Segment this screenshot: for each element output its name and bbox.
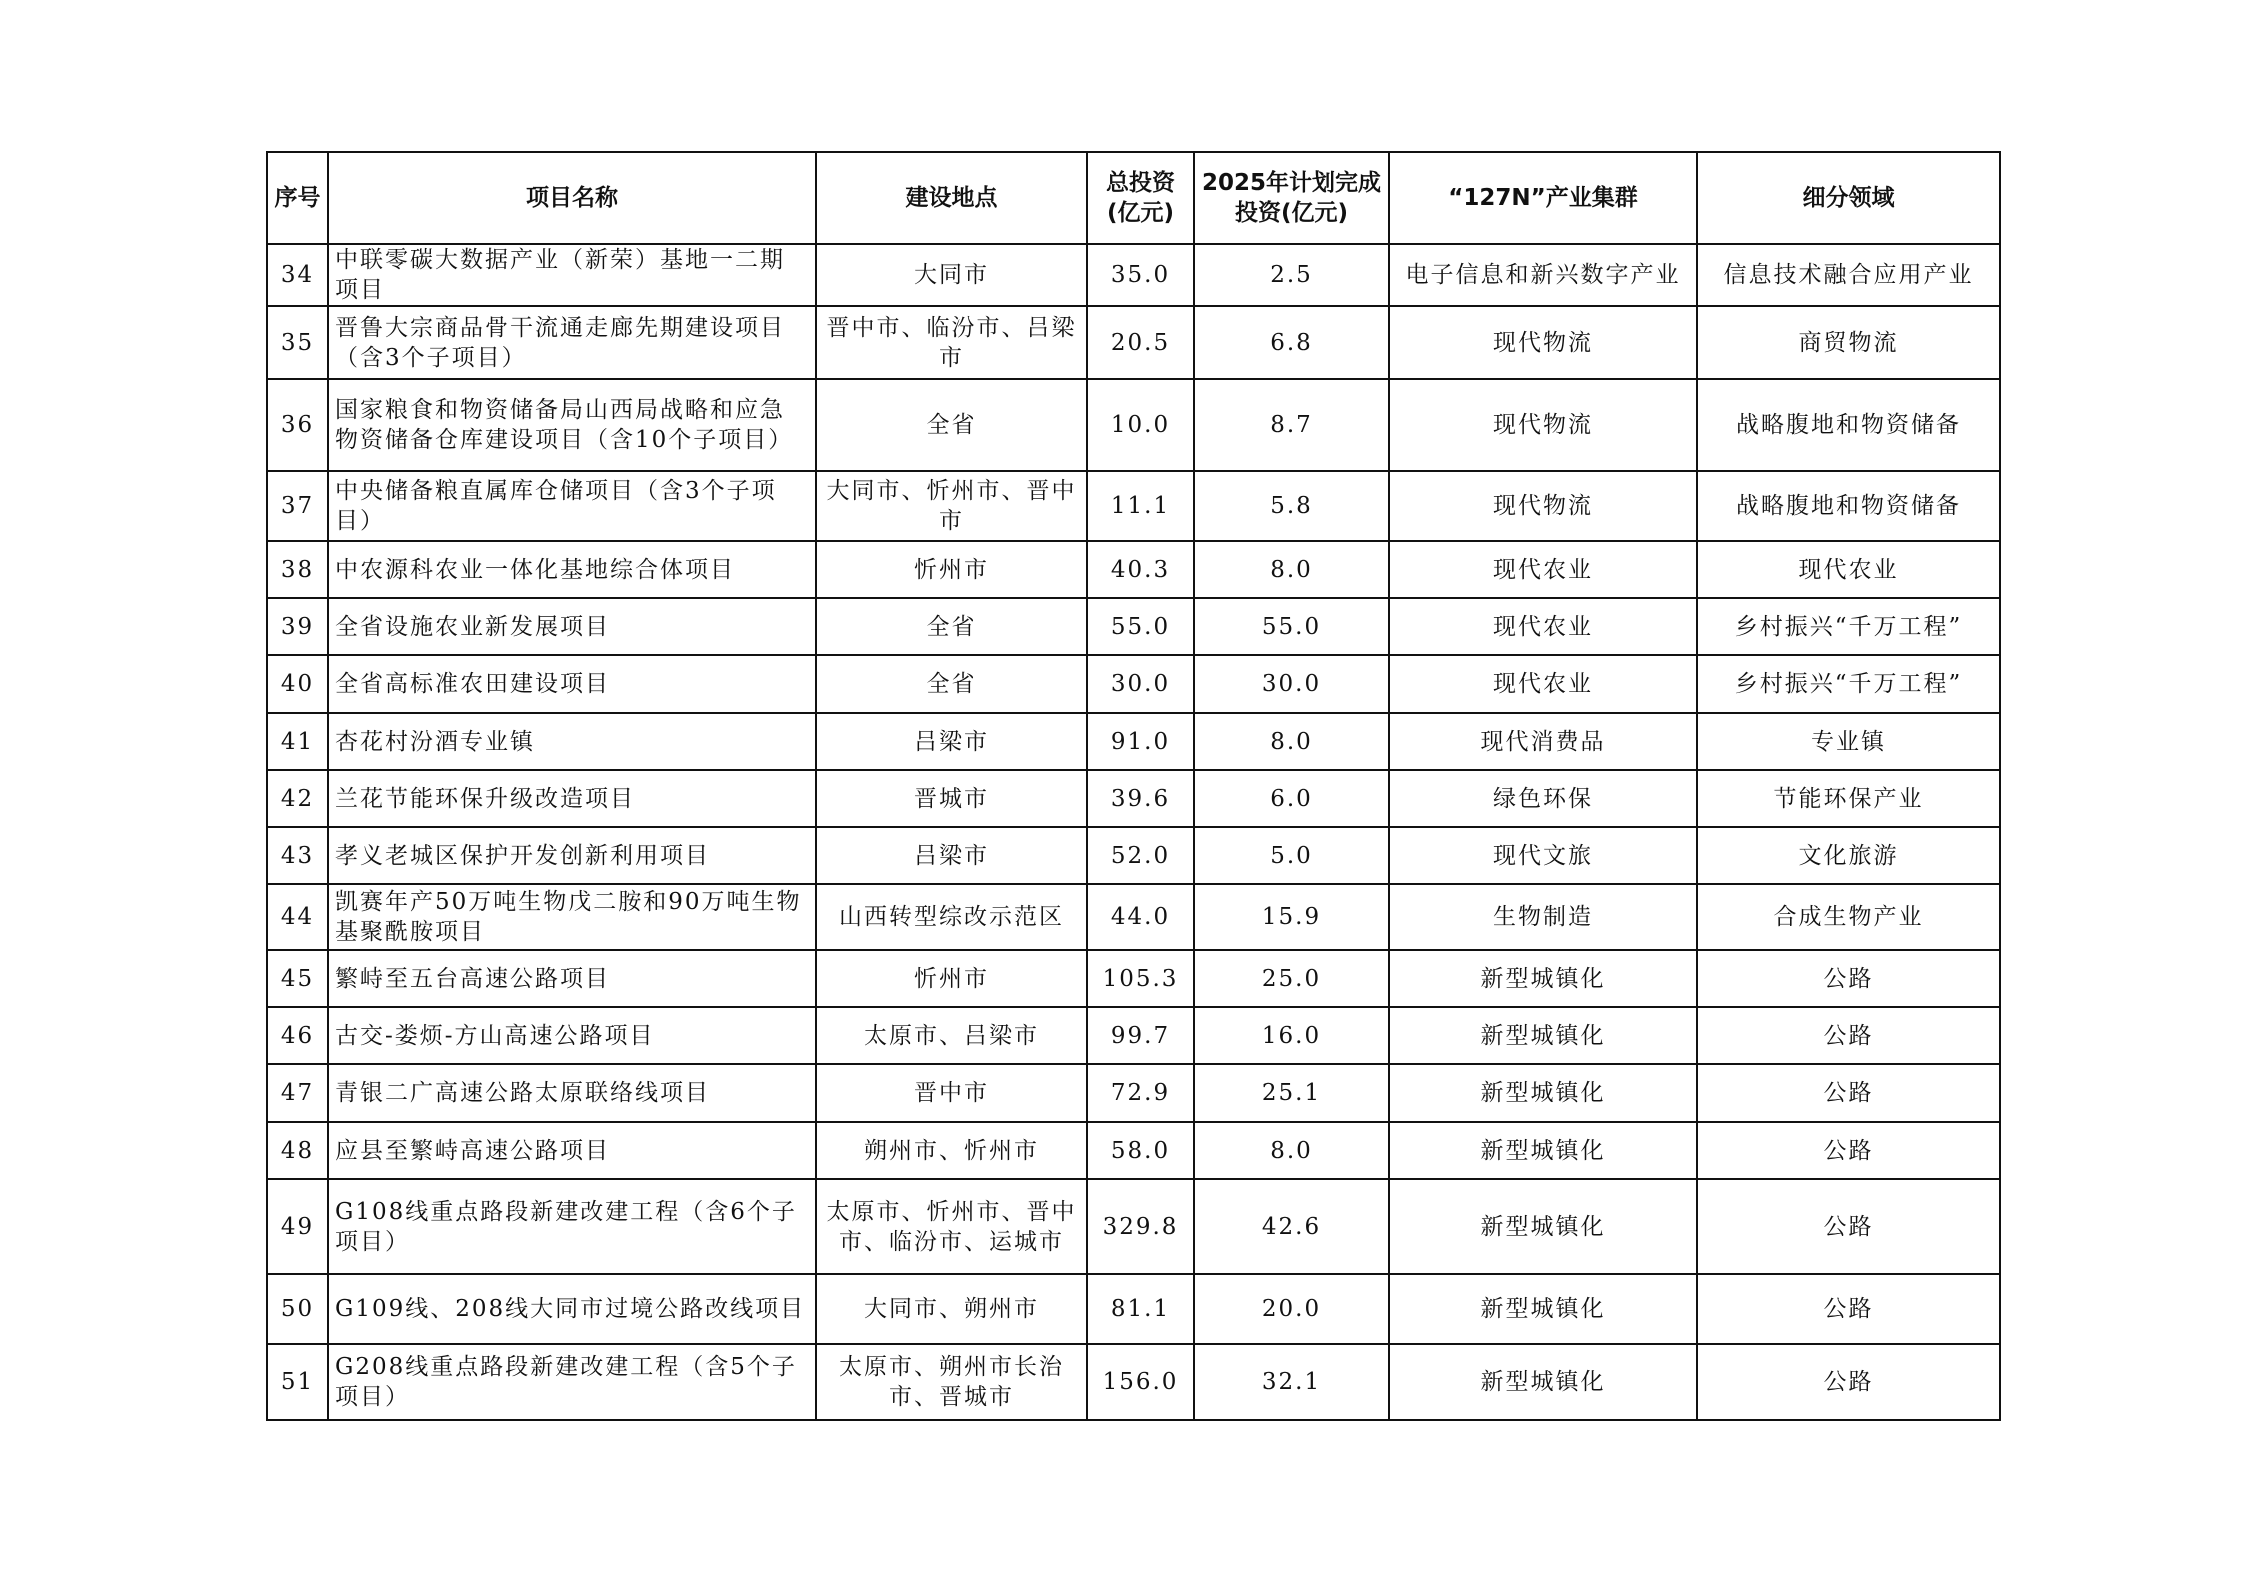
cell-cluster: 新型城镇化 xyxy=(1389,1007,1697,1064)
cell-no: 44 xyxy=(267,884,328,950)
cell-total: 40.3 xyxy=(1087,541,1194,598)
cell-no: 39 xyxy=(267,598,328,655)
cell-cluster: 新型城镇化 xyxy=(1389,1064,1697,1122)
cell-total: 44.0 xyxy=(1087,884,1194,950)
cell-location: 晋中市、临汾市、吕梁市 xyxy=(816,306,1087,379)
cell-name: 全省高标准农田建设项目 xyxy=(328,655,816,713)
cell-no: 43 xyxy=(267,827,328,884)
cell-total: 11.1 xyxy=(1087,471,1194,541)
cell-plan: 30.0 xyxy=(1194,655,1389,713)
table-row xyxy=(267,950,2000,1007)
cell-name: G109线、208线大同市过境公路改线项目 xyxy=(328,1274,816,1344)
cell-cluster: 新型城镇化 xyxy=(1389,1179,1697,1274)
cell-no: 49 xyxy=(267,1179,328,1274)
cell-cluster: 现代物流 xyxy=(1389,379,1697,471)
cell-plan: 5.8 xyxy=(1194,471,1389,541)
cell-plan: 5.0 xyxy=(1194,827,1389,884)
cell-cluster: 现代物流 xyxy=(1389,471,1697,541)
cell-location: 吕梁市 xyxy=(816,827,1087,884)
cell-total: 20.5 xyxy=(1087,306,1194,379)
cell-field: 公路 xyxy=(1697,950,2000,1007)
table-row xyxy=(267,1122,2000,1179)
cell-location: 大同市、忻州市、晋中市 xyxy=(816,471,1087,541)
cell-field: 商贸物流 xyxy=(1697,306,2000,379)
cell-total: 91.0 xyxy=(1087,713,1194,770)
cell-name: G208线重点路段新建改建工程（含5个子项目） xyxy=(328,1344,816,1420)
table-row xyxy=(267,1274,2000,1344)
cell-plan: 8.7 xyxy=(1194,379,1389,471)
cell-field: 公路 xyxy=(1697,1064,2000,1122)
cell-total: 52.0 xyxy=(1087,827,1194,884)
cell-location: 太原市、朔州市长治市、晋城市 xyxy=(816,1344,1087,1420)
cell-name: 凯赛年产50万吨生物戊二胺和90万吨生物基聚酰胺项目 xyxy=(328,884,816,950)
cell-no: 50 xyxy=(267,1274,328,1344)
cell-name: 全省设施农业新发展项目 xyxy=(328,598,816,655)
cell-no: 47 xyxy=(267,1064,328,1122)
cell-cluster: 新型城镇化 xyxy=(1389,1344,1697,1420)
cell-location: 全省 xyxy=(816,379,1087,471)
table-row xyxy=(267,655,2000,713)
table-row xyxy=(267,244,2000,306)
cell-name: 古交-娄烦-方山高速公路项目 xyxy=(328,1007,816,1064)
cell-field: 公路 xyxy=(1697,1344,2000,1420)
cell-plan: 16.0 xyxy=(1194,1007,1389,1064)
table-row xyxy=(267,541,2000,598)
cell-name: 国家粮食和物资储备局山西局战略和应急物资储备仓库建设项目（含10个子项目） xyxy=(328,379,816,471)
cell-cluster: 新型城镇化 xyxy=(1389,950,1697,1007)
cell-cluster: 现代文旅 xyxy=(1389,827,1697,884)
cell-plan: 15.9 xyxy=(1194,884,1389,950)
cell-cluster: 现代农业 xyxy=(1389,598,1697,655)
cell-plan: 6.8 xyxy=(1194,306,1389,379)
cell-plan: 8.0 xyxy=(1194,541,1389,598)
table-row xyxy=(267,471,2000,541)
cell-plan: 8.0 xyxy=(1194,713,1389,770)
cell-no: 40 xyxy=(267,655,328,713)
cell-field: 公路 xyxy=(1697,1179,2000,1274)
table-body xyxy=(267,244,2000,1420)
cell-name: 孝义老城区保护开发创新利用项目 xyxy=(328,827,816,884)
cell-field: 合成生物产业 xyxy=(1697,884,2000,950)
cell-location: 忻州市 xyxy=(816,950,1087,1007)
cell-no: 34 xyxy=(267,244,328,306)
cell-cluster: 绿色环保 xyxy=(1389,770,1697,827)
table-row xyxy=(267,1007,2000,1064)
cell-name: 中农源科农业一体化基地综合体项目 xyxy=(328,541,816,598)
cell-total: 105.3 xyxy=(1087,950,1194,1007)
cell-field: 公路 xyxy=(1697,1007,2000,1064)
cell-name: G108线重点路段新建改建工程（含6个子项目） xyxy=(328,1179,816,1274)
cell-location: 全省 xyxy=(816,655,1087,713)
cell-no: 35 xyxy=(267,306,328,379)
cell-plan: 20.0 xyxy=(1194,1274,1389,1344)
cell-total: 156.0 xyxy=(1087,1344,1194,1420)
table-row xyxy=(267,1064,2000,1122)
cell-location: 忻州市 xyxy=(816,541,1087,598)
cell-name: 中联零碳大数据产业（新荣）基地一二期项目 xyxy=(328,244,816,306)
cell-name: 兰花节能环保升级改造项目 xyxy=(328,770,816,827)
header-total-investment: 总投资(亿元) xyxy=(1087,152,1194,244)
cell-field: 战略腹地和物资储备 xyxy=(1697,471,2000,541)
header-name: 项目名称 xyxy=(328,152,816,244)
cell-name: 青银二广高速公路太原联络线项目 xyxy=(328,1064,816,1122)
cell-total: 72.9 xyxy=(1087,1064,1194,1122)
cell-plan: 42.6 xyxy=(1194,1179,1389,1274)
table-row xyxy=(267,306,2000,379)
table-row xyxy=(267,884,2000,950)
cell-name: 中央储备粮直属库仓储项目（含3个子项目） xyxy=(328,471,816,541)
table-row xyxy=(267,379,2000,471)
cell-location: 大同市、朔州市 xyxy=(816,1274,1087,1344)
cell-field: 公路 xyxy=(1697,1274,2000,1344)
projects-table xyxy=(266,151,2001,1421)
header-plan-investment: 2025年计划完成投资(亿元) xyxy=(1194,152,1389,244)
cell-cluster: 现代物流 xyxy=(1389,306,1697,379)
cell-cluster: 电子信息和新兴数字产业 xyxy=(1389,244,1697,306)
cell-location: 山西转型综改示范区 xyxy=(816,884,1087,950)
cell-plan: 2.5 xyxy=(1194,244,1389,306)
cell-field: 公路 xyxy=(1697,1122,2000,1179)
cell-no: 41 xyxy=(267,713,328,770)
cell-total: 30.0 xyxy=(1087,655,1194,713)
table-row xyxy=(267,1344,2000,1420)
cell-field: 信息技术融合应用产业 xyxy=(1697,244,2000,306)
table-row xyxy=(267,713,2000,770)
cell-cluster: 现代农业 xyxy=(1389,541,1697,598)
cell-location: 全省 xyxy=(816,598,1087,655)
cell-field: 专业镇 xyxy=(1697,713,2000,770)
cell-cluster: 新型城镇化 xyxy=(1389,1122,1697,1179)
cell-location: 太原市、吕梁市 xyxy=(816,1007,1087,1064)
cell-field: 战略腹地和物资储备 xyxy=(1697,379,2000,471)
cell-no: 37 xyxy=(267,471,328,541)
cell-total: 35.0 xyxy=(1087,244,1194,306)
cell-field: 文化旅游 xyxy=(1697,827,2000,884)
table-row xyxy=(267,1179,2000,1274)
cell-plan: 55.0 xyxy=(1194,598,1389,655)
cell-location: 太原市、忻州市、晋中市、临汾市、运城市 xyxy=(816,1179,1087,1274)
header-sub-field: 细分领域 xyxy=(1697,152,2000,244)
cell-no: 46 xyxy=(267,1007,328,1064)
table-header-row xyxy=(267,152,2000,244)
cell-location: 吕梁市 xyxy=(816,713,1087,770)
header-location: 建设地点 xyxy=(816,152,1087,244)
cell-name: 应县至繁峙高速公路项目 xyxy=(328,1122,816,1179)
cell-cluster: 生物制造 xyxy=(1389,884,1697,950)
cell-name: 杏花村汾酒专业镇 xyxy=(328,713,816,770)
cell-total: 81.1 xyxy=(1087,1274,1194,1344)
cell-field: 现代农业 xyxy=(1697,541,2000,598)
cell-field: 乡村振兴“千万工程” xyxy=(1697,655,2000,713)
cell-name: 晋鲁大宗商品骨干流通走廊先期建设项目（含3个子项目） xyxy=(328,306,816,379)
cell-no: 38 xyxy=(267,541,328,598)
cell-name: 繁峙至五台高速公路项目 xyxy=(328,950,816,1007)
cell-field: 节能环保产业 xyxy=(1697,770,2000,827)
cell-no: 36 xyxy=(267,379,328,471)
cell-total: 55.0 xyxy=(1087,598,1194,655)
cell-location: 朔州市、忻州市 xyxy=(816,1122,1087,1179)
table-row xyxy=(267,827,2000,884)
cell-location: 晋城市 xyxy=(816,770,1087,827)
table-row xyxy=(267,598,2000,655)
cell-cluster: 现代农业 xyxy=(1389,655,1697,713)
cell-total: 10.0 xyxy=(1087,379,1194,471)
cell-no: 45 xyxy=(267,950,328,1007)
cell-field: 乡村振兴“千万工程” xyxy=(1697,598,2000,655)
cell-plan: 32.1 xyxy=(1194,1344,1389,1420)
cell-cluster: 新型城镇化 xyxy=(1389,1274,1697,1344)
header-no: 序号 xyxy=(267,152,328,244)
cell-plan: 25.1 xyxy=(1194,1064,1389,1122)
cell-cluster: 现代消费品 xyxy=(1389,713,1697,770)
cell-total: 99.7 xyxy=(1087,1007,1194,1064)
table-row xyxy=(267,770,2000,827)
cell-plan: 8.0 xyxy=(1194,1122,1389,1179)
cell-total: 39.6 xyxy=(1087,770,1194,827)
cell-location: 晋中市 xyxy=(816,1064,1087,1122)
cell-total: 329.8 xyxy=(1087,1179,1194,1274)
header-industry-cluster: “127N”产业集群 xyxy=(1389,152,1697,244)
cell-plan: 25.0 xyxy=(1194,950,1389,1007)
cell-no: 48 xyxy=(267,1122,328,1179)
cell-location: 大同市 xyxy=(816,244,1087,306)
cell-total: 58.0 xyxy=(1087,1122,1194,1179)
cell-no: 42 xyxy=(267,770,328,827)
cell-no: 51 xyxy=(267,1344,328,1420)
cell-plan: 6.0 xyxy=(1194,770,1389,827)
